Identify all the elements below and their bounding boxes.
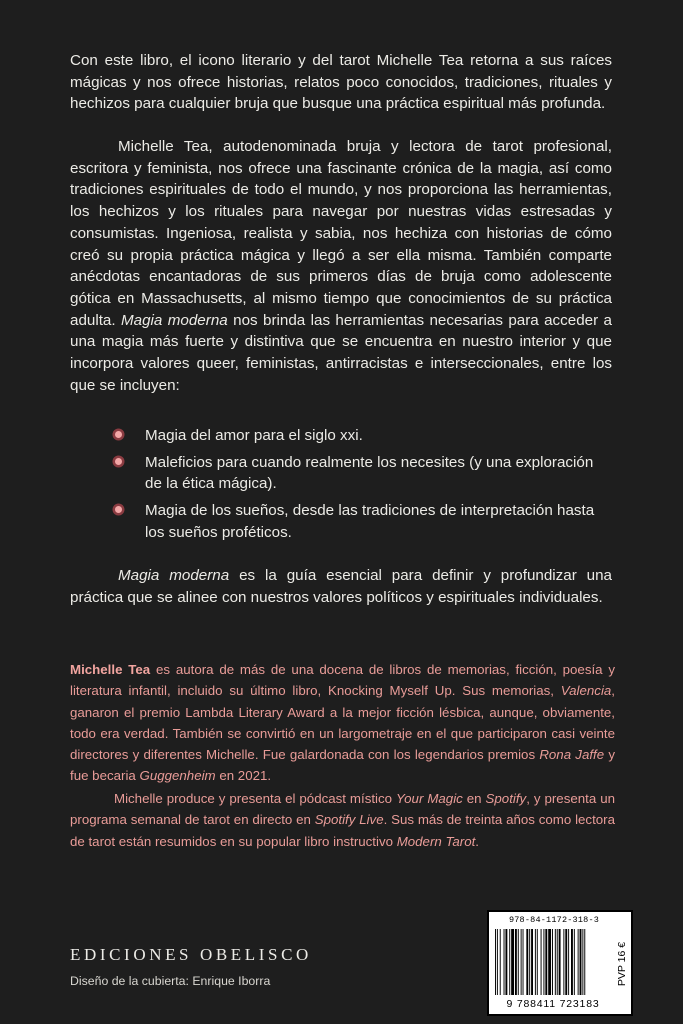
- cover-design-credit: Diseño de la cubierta: Enrique Iborra: [70, 974, 271, 988]
- list-item: Magia de los sueños, desde las tradiciones de interpretación hasta los sueños proféticos.: [115, 500, 595, 543]
- description-paragraph-1: [70, 50, 612, 115]
- description-text-2a: Michelle Tea, autodenominada bruja y lectora de tarot profesional, escritora y feminista, nos ofrece una fascinante crónica de la magia, así como tradiciones espirituales de todo el mundo, y nos proporciona las herramientas, los hechizos y los rituales para navegar por nuestras vidas estresadas y consumistas. Ingeniosa, realista y sabia, nos hechiza con historias de cómo creó su propia práctica mágica y llegó a ser ella misma. También comparte anécdotas encantadoras de sus primeros días de bruja como adolescente gótica en Massachusetts, al mismo tiempo que conocimientos de su práctica adulta.: [70, 138, 612, 329]
- isbn-label: 978-84-1172-318-3: [508, 915, 600, 925]
- bullet-icon: [115, 506, 122, 513]
- barcode-block: [487, 910, 633, 1016]
- feature-list: [115, 425, 595, 549]
- list-item: Maleficios para cuando realmente los necesites (y una exploración de la ética mágica).: [115, 452, 595, 495]
- description-paragraph-3: [70, 565, 612, 608]
- bullet-icon: [115, 458, 122, 465]
- author-bio-paragraph-1: Michelle Tea es autora de más de una docena de libros de memorias, ficción, poesía y literatura infantil, incluido su último libro, Knocking Myself Up. Sus memorias, Valencia, ganaron el premio Lambda Literary Award a la mejor ficción lésbica, aunque, obviamente, todo era verdad. También se convirtió en un largometraje en el que participaron casi veinte directores y diferentes Michelle. Fue galardonada con los legendarios premios Rona Jaffe y fue becaria Guggenheim en 2021.: [70, 662, 615, 784]
- description-paragraph-2: [70, 136, 612, 396]
- author-name: Michelle Tea: [70, 662, 151, 677]
- bullet-icon: [115, 431, 122, 438]
- book-title-mention: Magia moderna: [118, 567, 230, 584]
- price-label: PVP 16 €: [616, 941, 628, 987]
- list-item: Magia del amor para el siglo xxi.: [115, 425, 595, 447]
- barcode-icon: [493, 929, 615, 997]
- author-bio-paragraph-2: Michelle produce y presenta el pódcast místico Your Magic en Spotify, y presenta un programa semanal de tarot en directo en Spotify Live. Sus más de treinta años como lectora de tarot están resumidos en su popular libro instructivo Modern Tarot.: [70, 791, 615, 849]
- barcode-digits: 9 788411 723183: [506, 998, 600, 1010]
- description-text-2b: nos brinda las herramientas necesarias para acceder a una magia más fuerte y distintiva que se encuentra en nuestro interior y que incorpora valores queer, feministas, antirracistas e interseccionales, entre los que se incluyen:: [70, 311, 612, 394]
- publisher-name: EDICIONES OBELISCO: [70, 945, 312, 964]
- description-text-1: Con este libro, el icono literario y del tarot Michelle Tea retorna a sus raíces mágicas y nos ofrece historias, relatos poco conocidos, tradiciones, rituales y hechizos para cualquier bruja que busque una práctica espiritual más profunda.: [70, 52, 612, 113]
- description-text-3: es la guía esencial para definir y profundizar una práctica que se alinee con nuestros valores políticos y espirituales individuales.: [70, 567, 613, 606]
- book-title-mention: Magia moderna: [121, 311, 228, 329]
